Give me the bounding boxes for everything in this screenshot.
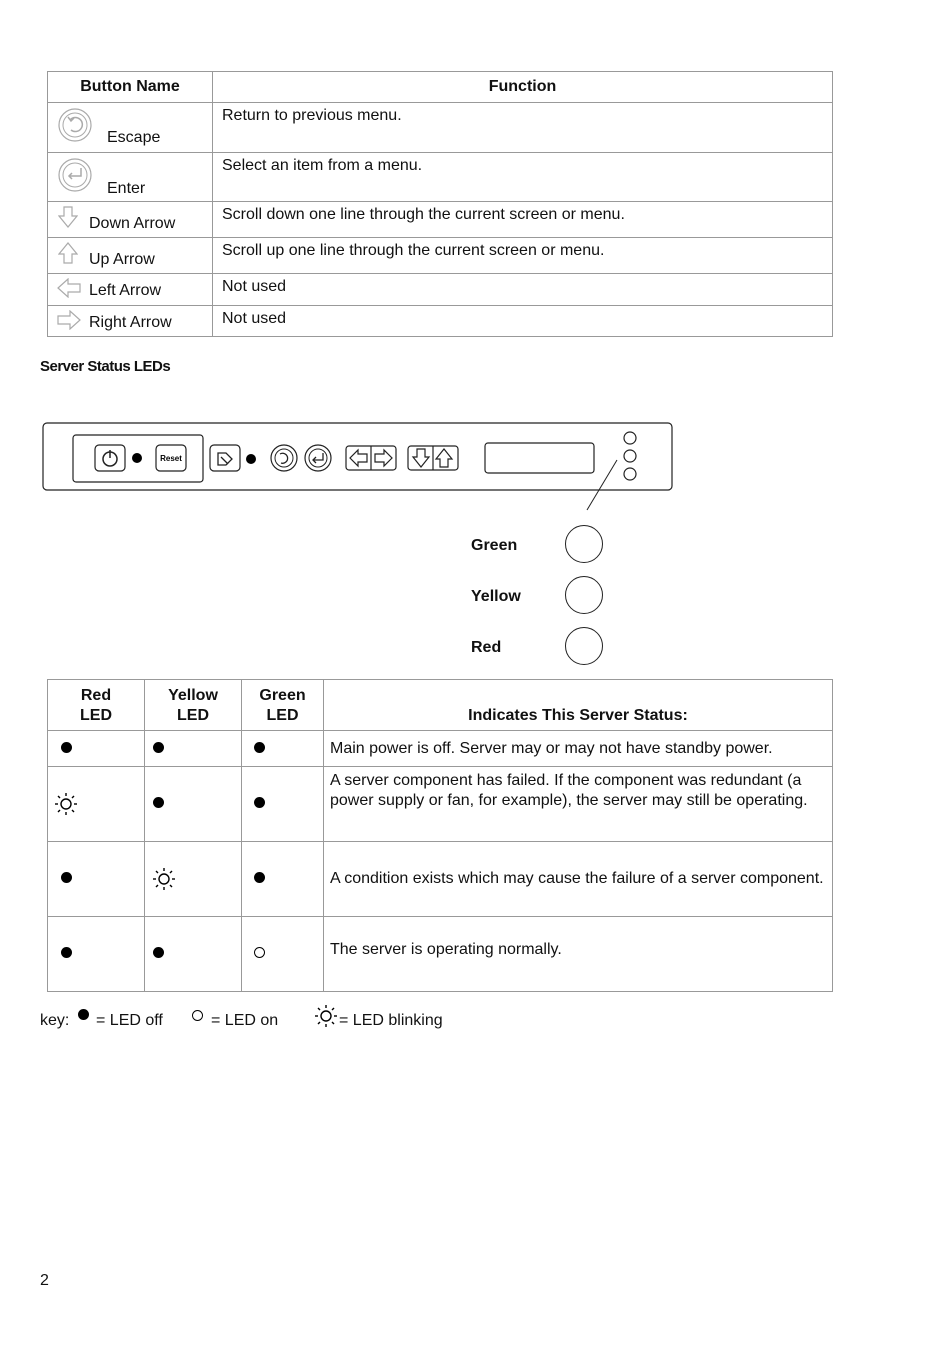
red-led-circle: [565, 627, 603, 665]
down-arrow-icon: [58, 206, 78, 228]
page-number: 2: [40, 1272, 49, 1289]
status-text: The server is operating normally.: [330, 941, 562, 958]
enter-icon: [58, 158, 92, 192]
yellow-led-circle: [565, 576, 603, 614]
table-row: [48, 274, 833, 306]
header-function: Function: [213, 72, 833, 103]
table-row: [48, 238, 833, 274]
red-label: Red: [471, 639, 502, 656]
id-button-icon: [210, 445, 240, 471]
led-off-icon: [254, 797, 265, 808]
key-blinking: = LED blinking: [339, 1012, 443, 1029]
left-right-button-icons: [346, 446, 396, 470]
green-led-cell: [242, 767, 324, 842]
function-cell: [213, 202, 833, 238]
reset-label: Reset: [160, 454, 182, 463]
key-prefix: key:: [40, 1012, 70, 1029]
led-on-icon: [254, 947, 265, 958]
status-cell: [324, 731, 833, 767]
key-off: = LED off: [96, 1012, 163, 1029]
button-label: Down Arrow: [89, 215, 176, 232]
led-blinking-icon: [54, 792, 78, 816]
escape-button-icon: [271, 445, 297, 471]
yellow-led-cell: [145, 767, 242, 842]
function-cell: [213, 103, 833, 153]
button-name-cell: [48, 306, 213, 337]
red-led-cell: [48, 767, 145, 842]
table-row: [48, 767, 833, 842]
button-label: Up Arrow: [89, 251, 155, 268]
up-arrow-icon: [58, 242, 78, 264]
table-row: [48, 306, 833, 337]
led-on-icon: [192, 1010, 203, 1021]
function-text: Select an item from a menu.: [222, 157, 423, 174]
button-name-cell: [48, 153, 213, 202]
status-led-1: [624, 432, 636, 444]
escape-icon: [58, 108, 92, 142]
down-up-button-icons: [408, 446, 458, 470]
red-led-cell: [48, 917, 145, 992]
header-button-name: Button Name: [48, 72, 213, 103]
led-blinking-icon: [152, 867, 176, 891]
button-label: Escape: [107, 129, 161, 146]
reset-button: [156, 445, 186, 471]
table-row: [48, 731, 833, 767]
status-text: Main power is off. Server may or may not have standby power.: [330, 739, 773, 757]
section-title: Server Status LEDs: [40, 358, 171, 375]
function-text: Not used: [222, 278, 287, 295]
function-cell: [213, 274, 833, 306]
function-text: Scroll down one line through the current screen or menu.: [222, 206, 625, 223]
table-row: [48, 917, 833, 992]
left-arrow-icon: [57, 278, 81, 298]
lcd-display: [485, 443, 594, 473]
table-row: [48, 202, 833, 238]
table-row: [48, 153, 833, 202]
right-arrow-icon: [57, 310, 81, 330]
header-status: Indicates This Server Status:: [324, 680, 833, 731]
led-off-icon: [254, 742, 265, 753]
button-name-cell: [48, 274, 213, 306]
button-table: [47, 71, 833, 337]
led-off-icon: [61, 872, 72, 883]
status-cell: [324, 842, 833, 917]
key-on: = LED on: [211, 1012, 279, 1029]
button-label: Right Arrow: [89, 314, 172, 331]
led-off-icon: [153, 797, 164, 808]
status-table: [47, 679, 833, 992]
function-text: Scroll up one line through the current screen or menu.: [222, 242, 605, 259]
header-yellow-led: Yellow LED: [145, 680, 242, 731]
button-label: Left Arrow: [89, 282, 162, 299]
green-led-cell: [242, 917, 324, 992]
led-off-icon: [61, 947, 72, 958]
function-cell: [213, 153, 833, 202]
id-led: [246, 454, 256, 464]
yellow-label: Yellow: [471, 588, 521, 605]
status-led-3: [624, 468, 636, 480]
header-green-led: Green LED: [242, 680, 324, 731]
green-led-circle: [565, 525, 603, 563]
led-off-icon: [61, 742, 72, 753]
function-cell: [213, 306, 833, 337]
button-label: Enter: [107, 180, 146, 197]
function-text: Not used: [222, 310, 287, 327]
button-name-cell: [48, 202, 213, 238]
button-name-cell: [48, 103, 213, 153]
yellow-led-cell: [145, 842, 242, 917]
yellow-led-cell: [145, 917, 242, 992]
function-cell: [213, 238, 833, 274]
led-off-icon: [153, 947, 164, 958]
function-text: Return to previous menu.: [222, 107, 402, 124]
green-led-cell: [242, 731, 324, 767]
power-button-icon: [95, 445, 125, 471]
status-cell: [324, 917, 833, 992]
status-text: A server component has failed. If the component was redundant (a power supply or fan, for example), the server may still be operating.: [330, 772, 808, 809]
status-led-2: [624, 450, 636, 462]
status-text: A condition exists which may cause the failure of a server component.: [330, 870, 824, 887]
header-red-led: Red LED: [48, 680, 145, 731]
led-blinking-icon: [314, 1004, 338, 1028]
led-off-icon: [254, 872, 265, 883]
yellow-led-cell: [145, 731, 242, 767]
status-cell: [324, 767, 833, 842]
led-off-icon: [78, 1009, 89, 1020]
red-led-cell: [48, 731, 145, 767]
table-row: [48, 842, 833, 917]
led-off-icon: [153, 742, 164, 753]
enter-button-icon: [305, 445, 331, 471]
power-led: [132, 453, 142, 463]
green-led-cell: [242, 842, 324, 917]
front-panel-diagram: [40, 420, 680, 520]
green-label: Green: [471, 537, 518, 554]
table-row: [48, 103, 833, 153]
button-name-cell: [48, 238, 213, 274]
red-led-cell: [48, 842, 145, 917]
